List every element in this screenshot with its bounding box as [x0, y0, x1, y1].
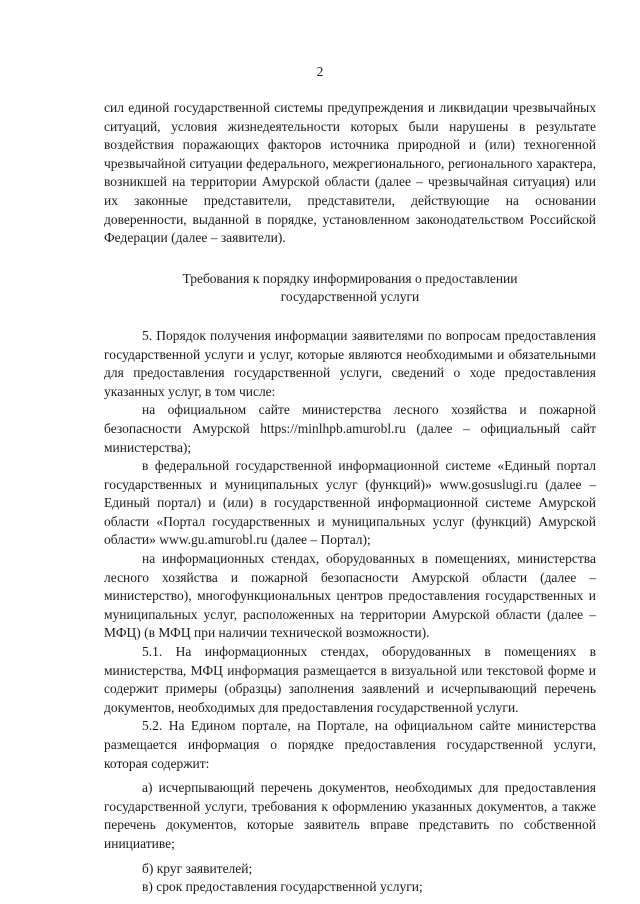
paragraph-unified-portal: в федеральной государственной информационной системе «Единый портал государственных и муниципальных услуг (функций)» www.gosuslugi.ru (далее – Единый портал) и (или) в государственной информационной системе Амурской области «Портал государственных и муниципальных услуг (функций) Амурской области» www.gu.amurobl.ru (далее – Портал); [104, 458, 596, 548]
paragraph-info-stands: на информационных стендах, оборудованных в помещениях, министерства лесного хозяйства и пожарной безопасности Амурской области (далее – министерство), многофункциональных центров предоставления государственных и муниципальных услуг, расположенных на территории Амурской области (далее – МФЦ) (в МФЦ при наличии технической возможности). [104, 551, 596, 641]
paragraph-5-2: 5.2. На Едином портале, на Портале, на официальном сайте министерства размещается информация о порядке предоставления государственной услуги, которая содержит: [104, 718, 596, 771]
section-heading: Требования к порядку информирования о предоставлении государственной услуги [182, 270, 518, 305]
list-item-a: а) исчерпывающий перечень документов, необходимых для предоставления государственной услуги, требования к оформлению указанных документов, а также перечень документов, которые заявитель вправе представить по собственной инициативе; [104, 780, 596, 851]
page-number: 2 [316, 64, 324, 79]
list-item-v: в) срок предоставления государственной услуги; [142, 879, 423, 895]
list-item-b: б) круг заявителей; [142, 860, 253, 876]
intro-paragraph: сил единой государственной системы предупреждения и ликвидации чрезвычайных ситуаций, условия жизнедеятельности которых были нарушены в результате воздействия поражающих факторов источника природной и (или) техногенной чрезвычайной ситуации федерального, межрегионального, регионального характера, возникшей на территории Амурской области (далее – чрезвычайная ситуация) или их законные представители, представители, действующие на основании доверенности, выданной в порядке, установленном законодательством Российской Федерации (далее – заявители). [104, 100, 596, 246]
document-body [104, 99, 596, 897]
paragraph-5: 5. Порядок получения информации заявителями по вопросам предоставления государственной услуги и услуг, которые являются необходимыми и обязательными для предоставления государственной услуги, сведений о ходе предоставления указанных услуг, в том числе: [104, 327, 596, 399]
paragraph-5-1: 5.1. На информационных стендах, оборудованных в помещениях в министерства, МФЦ информация размещается в визуальной или текстовой форме и содержит примеры (образцы) заполнения заявлений и исчерпывающий перечень документов, необходимых для предоставления государственной услуги. [104, 644, 596, 715]
paragraph-official-site: на официальном сайте министерства лесного хозяйства и пожарной безопасности Амурской https://minlhpb.amurobl.ru (далее – официальный сайт министерства); [104, 402, 596, 455]
